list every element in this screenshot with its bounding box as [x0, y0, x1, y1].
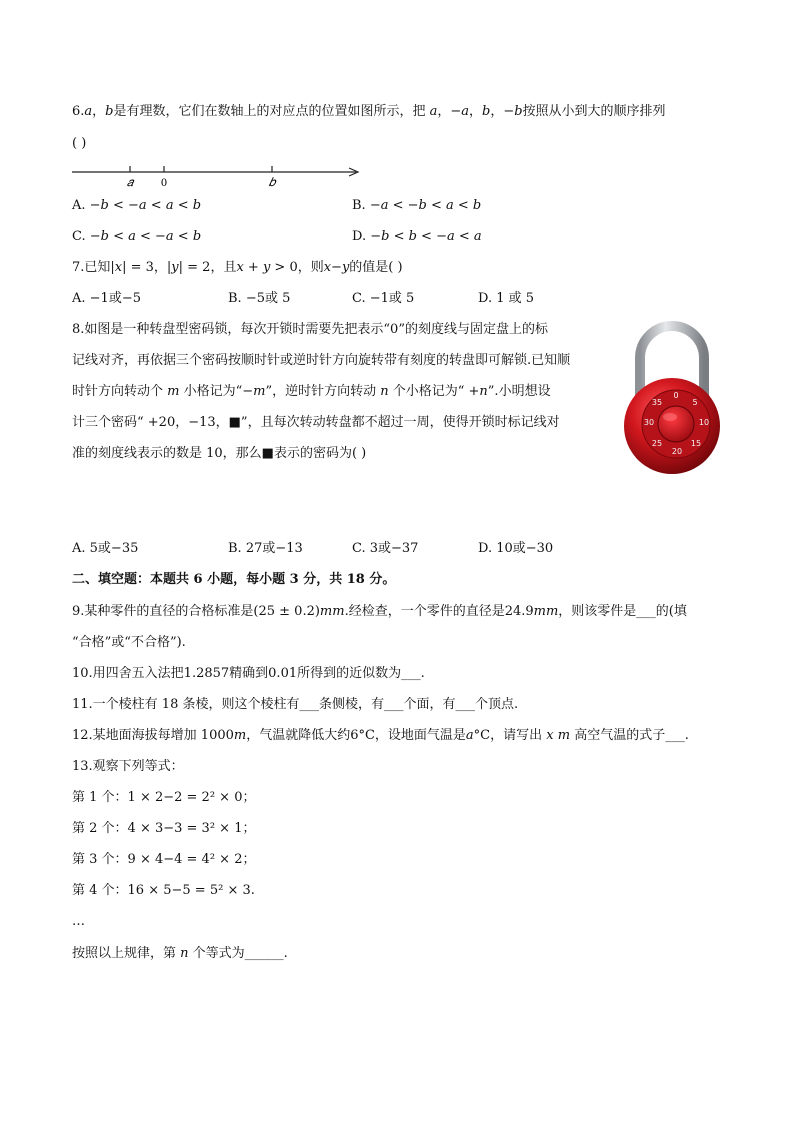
section-heading-fill-in: 二、填空题：本题共 6 小题，每小题 3 分，共 18 分。 — [72, 572, 396, 587]
q8-stem-line3: 时针方向转动个 𝑚 小格记为“−𝑚”，逆时针方向转动 𝑛 个小格记为“ +𝑛”.小明想设 — [72, 384, 551, 399]
q13-item-2: 第 2 个：4 × 3−3 = 3² × 1； — [72, 821, 256, 836]
q7-option-a: A. −1或−5 — [72, 291, 141, 306]
q7-option-d: D. 1 或 5 — [478, 291, 535, 306]
q8-stem-line1: 8.如图是一种转盘型密码锁，每次开锁时需要先把表示“0”的刻度线与固定盘上的标 — [72, 322, 548, 337]
q6-option-c: C. −𝑏 < 𝑎 < −𝑎 < 𝑏 — [72, 229, 202, 244]
svg-text:10: 10 — [698, 418, 710, 427]
label-b: 𝑏 — [268, 175, 276, 189]
svg-text:25: 25 — [651, 439, 663, 448]
svg-text:30: 30 — [643, 418, 655, 427]
label-0: 0 — [161, 175, 167, 189]
q8-stem-line5: 准的刻度线表示的数是 10，那么■表示的密码为( ) — [72, 446, 367, 461]
knob-highlight — [663, 413, 677, 421]
q13-item-4: 第 4 个：16 × 5−5 = 5² × 3. — [72, 883, 255, 898]
svg-text:15: 15 — [690, 439, 702, 448]
svg-text:0: 0 — [673, 391, 679, 400]
svg-text:35: 35 — [651, 398, 663, 407]
q9-stem-line1: 9.某种零件的直径的合格标准是(25 ± 0.2)𝑚𝑚.经检查，一个零件的直径是24.9𝑚𝑚，则该零件是___的(填 — [72, 604, 687, 619]
q6-option-a: A. −𝑏 < −𝑎 < 𝑎 < 𝑏 — [72, 198, 202, 213]
svg-text:5: 5 — [692, 398, 698, 407]
q8-option-c: C. 3或−37 — [352, 541, 419, 556]
q8-stem-line2: 记线对齐，再依据三个密码按顺时针或逆时针方向旋转带有刻度的转盘即可解锁.已知顺 — [72, 353, 571, 368]
label-a: 𝑎 — [126, 175, 134, 189]
q8-option-d: D. 10或−30 — [478, 541, 554, 556]
q13-final: 按照以上规律，第 𝑛 个等式为______. — [72, 946, 288, 961]
q13-item-1: 第 1 个：1 × 2−2 = 2² × 0； — [72, 790, 256, 805]
lock-dial-knob — [658, 406, 694, 442]
q6-option-b: B. −𝑎 < −𝑏 < 𝑎 < 𝑏 — [352, 198, 482, 213]
q12-stem: 12.某地面海拔每增加 1000𝑚，气温就降低大约6°C，设地面气温是𝑎°C，请写出 𝑥 𝑚 高空气温的式子___. — [72, 728, 689, 743]
q6-option-d: D. −𝑏 < 𝑏 < −𝑎 < 𝑎 — [352, 229, 482, 244]
combination-lock-image — [618, 318, 726, 478]
q9-stem-line2: “合格”或“不合格”). — [72, 635, 186, 650]
q11-stem: 11.一个棱柱有 18 条棱，则这个棱柱有___条侧棱，有___个面，有___个顶点. — [72, 697, 519, 712]
q13-ellipsis: … — [72, 914, 85, 929]
q7-stem: 7.已知|𝑥| = 3，|𝑦| = 2，且𝑥 + 𝑦 > 0，则𝑥−𝑦的值是( ) — [72, 260, 403, 275]
q13-item-3: 第 3 个：9 × 4−4 = 4² × 2； — [72, 852, 256, 867]
q7-option-b: B. −5或 5 — [228, 291, 291, 306]
q6-stem-line1: 6.𝑎，𝑏是有理数，它们在数轴上的对应点的位置如图所示，把 𝑎，−𝑎，𝑏，−𝑏按照从小到大的顺序排列 — [72, 104, 666, 119]
q6-stem-line2: ( ) — [72, 136, 87, 151]
q8-stem-line4: 计三个密码“ +20，−13，■”，且每次转动转盘都不超过一周，使得开锁时标记线对 — [72, 415, 560, 430]
q7-option-c: C. −1或 5 — [352, 291, 415, 306]
q13-stem: 13.观察下列等式： — [72, 759, 184, 774]
q8-option-b: B. 27或−13 — [228, 541, 303, 556]
q8-option-a: A. 5或−35 — [72, 541, 139, 556]
q10-stem: 10.用四舍五入法把1.2857精确到0.01所得到的近似数为___. — [72, 666, 425, 681]
number-line-figure — [66, 160, 366, 192]
svg-text:20: 20 — [671, 447, 683, 456]
